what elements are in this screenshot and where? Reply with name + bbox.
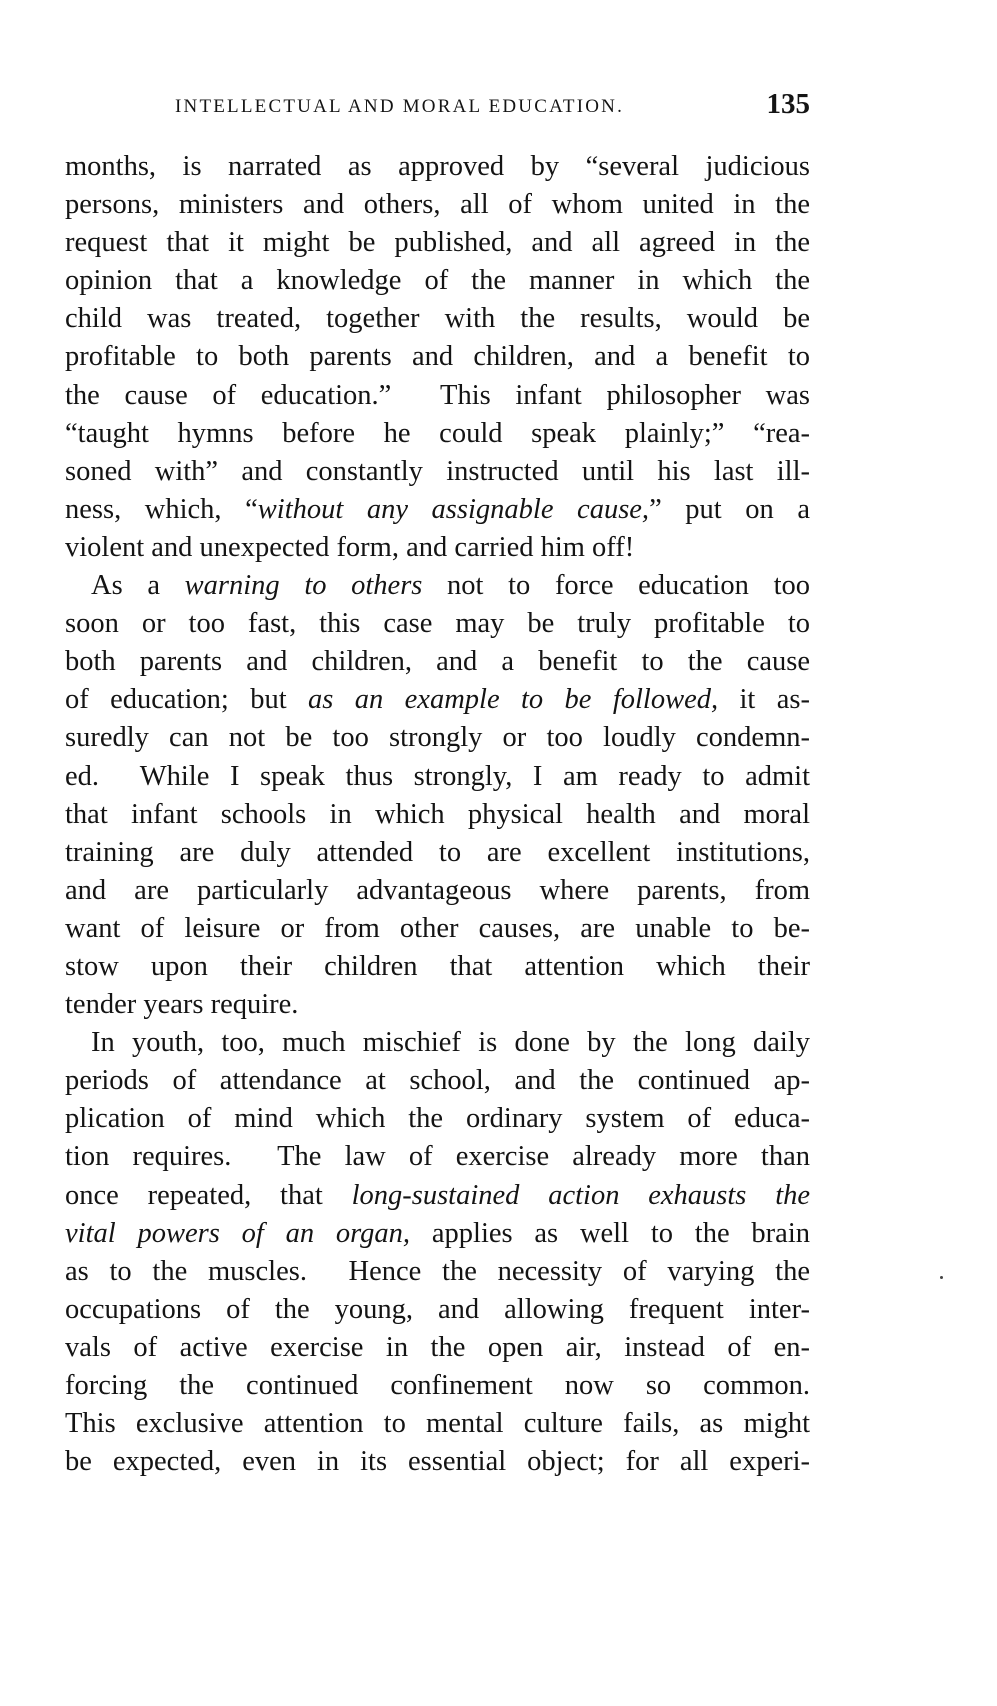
text-segment: suredly can not be too strongly or too loudly condemn- (65, 722, 810, 754)
italic-text: without any assignable cause, (257, 493, 650, 525)
text-segment: months, is narrated as approved by “several judicious (65, 151, 810, 182)
text-line (65, 719, 810, 757)
text-line (65, 1177, 810, 1215)
text-line (65, 1215, 810, 1253)
text-line (65, 377, 810, 415)
text-line (65, 148, 810, 186)
text-segment: occupations of the young, and allowing frequent inter- (65, 1293, 810, 1325)
text-segment: once repeated, that (65, 1179, 352, 1211)
text-segment: profitable to both parents and children, and a benefit to (65, 341, 810, 373)
text-segment: This exclusive attention to mental culture fails, as might (65, 1408, 810, 1440)
text-line (65, 491, 810, 529)
text-line (65, 186, 810, 224)
text-segment: periods of attendance at school, and the continued ap- (65, 1065, 810, 1097)
text-line (65, 262, 810, 300)
text-segment: soon or too fast, this case may be truly profitable to (65, 608, 810, 640)
text-segment: request that it might be published, and all agreed in the (65, 227, 810, 259)
text-line (65, 796, 810, 834)
text-segment: soned with” and constantly instructed until his last ill- (65, 455, 810, 487)
text-segment: applies as well to the brain (410, 1217, 810, 1249)
italic-text: long-sustained action exhausts the (351, 1179, 811, 1211)
text-segment: as to the muscles. Hence the necessity of varying the (65, 1255, 810, 1287)
text-line (65, 1138, 810, 1176)
text-segment: be expected, even in its essential object; for all experi- (65, 1446, 810, 1478)
text-line (65, 1024, 810, 1062)
text-line (65, 910, 810, 948)
text-line (65, 415, 810, 453)
text-line (65, 1253, 810, 1291)
text-line (65, 834, 810, 872)
text-line (65, 1291, 810, 1329)
text-segment: ” put on a (649, 493, 810, 525)
text-segment: “taught hymns before he could speak plainly;” “rea- (65, 417, 810, 449)
text-segment: forcing the continued confinement now so common. (65, 1370, 810, 1401)
page-header (175, 88, 810, 124)
text-segment: training are duly attended to are excellent institutions, (65, 836, 810, 868)
text-line (65, 224, 810, 262)
text-line (65, 605, 810, 643)
text-segment: stow upon their children that attention which their (65, 950, 810, 982)
text-segment: ness, which, “ (65, 493, 258, 525)
text-segment: the cause of education.” This infant philosopher was (65, 379, 810, 411)
text-segment: ed. While I speak thus strongly, I am ready to admit (65, 760, 810, 792)
page-body (65, 148, 810, 1481)
text-line (65, 1367, 810, 1405)
text-line (65, 872, 810, 910)
text-segment: and are particularly advantageous where parents, from (65, 874, 810, 906)
text-line (65, 948, 810, 986)
text-line (65, 567, 810, 605)
text-segment: it as- (718, 684, 810, 716)
text-line (65, 1100, 810, 1138)
text-segment: tion requires. The law of exercise already more than (65, 1141, 810, 1173)
text-segment: of education; but (65, 684, 309, 716)
text-segment: persons, ministers and others, all of whom united in the (65, 189, 810, 221)
text-line (65, 529, 810, 567)
italic-text: vital powers of an organ, (65, 1217, 411, 1249)
text-segment: want of leisure or from other causes, are unable to be- (65, 912, 810, 944)
text-segment: vals of active exercise in the open air, instead of en- (65, 1331, 810, 1363)
text-segment: not to force education too (422, 570, 810, 602)
page-number: 135 (766, 88, 810, 120)
text-segment: tender years require. (65, 989, 299, 1021)
text-line (65, 1329, 810, 1367)
text-segment: child was treated, together with the results, would be (65, 303, 810, 335)
text-segment: In youth, too, much mischief is done by the long daily (91, 1027, 810, 1059)
scan-speck (940, 1276, 943, 1279)
text-line (65, 300, 810, 338)
text-line (65, 338, 810, 376)
text-line (65, 681, 810, 719)
italic-text: warning to others (184, 570, 423, 602)
text-line (65, 1405, 810, 1443)
text-segment: violent and unexpected form, and carried him off! (65, 531, 635, 563)
running-title: INTELLECTUAL AND MORAL EDUCATION. (175, 96, 625, 117)
text-segment: As a (91, 570, 185, 602)
text-segment: both parents and children, and a benefit to the cause (65, 646, 810, 678)
text-segment: plication of mind which the ordinary system of educa- (65, 1103, 810, 1135)
text-line (65, 758, 810, 796)
text-line (65, 1443, 810, 1481)
text-line (65, 453, 810, 491)
italic-text: as an example to be followed, (308, 684, 719, 716)
text-line (65, 1062, 810, 1100)
text-segment: that infant schools in which physical health and moral (65, 798, 810, 830)
text-line (65, 643, 810, 681)
text-line (65, 986, 810, 1024)
text-segment: opinion that a knowledge of the manner in which the (65, 265, 810, 297)
